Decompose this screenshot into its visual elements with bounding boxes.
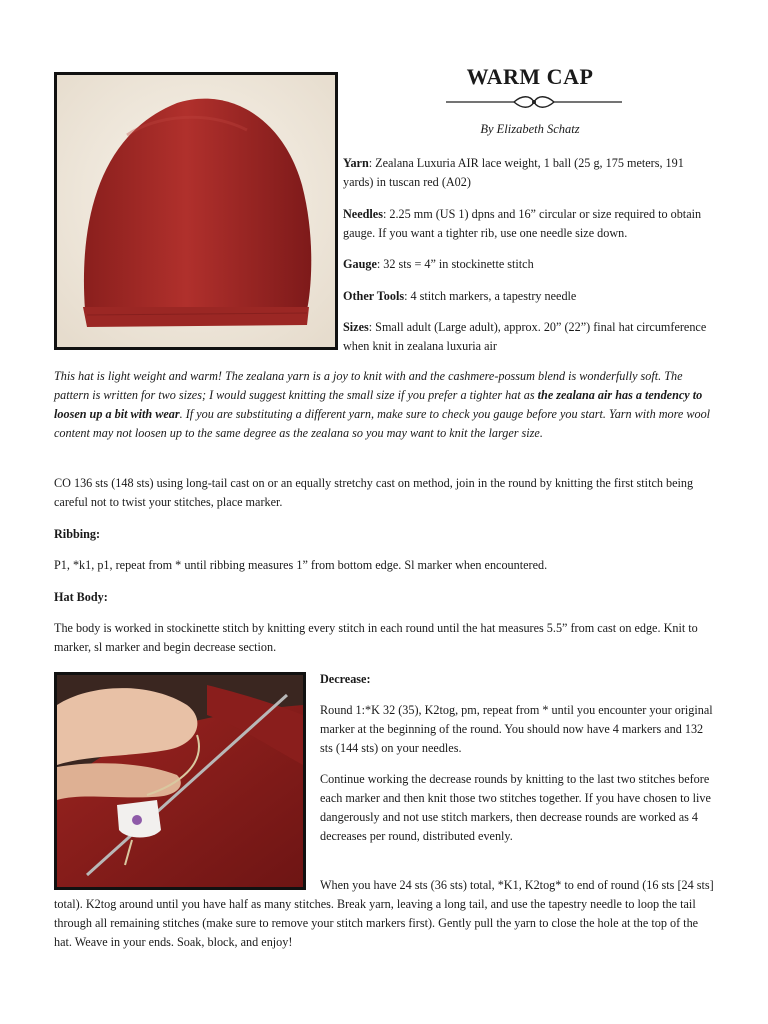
sizes-spec [343, 318, 715, 356]
decrease-final: When you have 24 sts (36 sts) total, *K1, K2tog* to end of round (16 sts [24 sts] total). K2tog around until you have half as many stitches. Break yarn, leaving a long tail, and use the tapestry needle to loop the tail through all remaining stitches (make sure to remove your stitch markers first). Gently pull the yarn to close the hole at the top of the hat. Weave in your ends. Soak, block, and enjoy! [54, 878, 714, 949]
needles-text: : 2.25 mm (US 1) dpns and 16” circular or size required to obtain gauge. If you want a tighter rib, use one needle size down. [343, 207, 702, 240]
byline: By Elizabeth Schatz [480, 122, 580, 136]
photo-float-spacer [54, 876, 320, 895]
ribbing-heading: Ribbing: [54, 527, 101, 541]
intro-part1: This hat is light weight and warm! The zealana yarn is a joy to knit with and the cashmere-possum blend is wonderfully soft. The pattern is written for two sizes; I would suggest knitting the small size if you prefer a tighter hat as [54, 369, 683, 402]
decrease-round1: Round 1:*K 32 (35), K2tog, pm, repeat from * until you encounter your original marker at the beginning of the round. You should now have 4 markers and 132 sts (144 sts) on your needles. [320, 703, 713, 755]
tools-label: Other Tools [343, 289, 405, 303]
decrease-heading: Decrease: [320, 672, 371, 686]
tools-spec [343, 287, 715, 306]
cast-on-paragraph: CO 136 sts (148 sts) using long-tail cast on or an equally stretchy cast on method, join in the round by knitting the first stitch being careful not to twist your stitches, place marker. [54, 476, 694, 509]
intro-paragraph [54, 367, 714, 443]
ornament-divider-icon [444, 94, 624, 110]
yarn-text: : Zealana Luxuria AIR lace weight, 1 ball (25 g, 175 meters, 191 yards) in tuscan red (A02) [343, 156, 684, 189]
intro-part2: . If you are substituting a different yarn, make sure to check you gauge before you start. Yarn with more wool content may not loosen up to the same degree as the zealana so you may want to knit the larger size. [54, 407, 711, 440]
intro-bold: the zealana air has a tendency to loosen up a bit with wear [54, 388, 703, 421]
decrease-final-container [54, 876, 714, 956]
hat-photo-image [57, 75, 335, 347]
needles-label: Needles [343, 207, 383, 221]
sizes-label: Sizes [343, 320, 369, 334]
gauge-label: Gauge [343, 257, 377, 271]
knitting-photo-image [57, 675, 303, 887]
sizes-text: : Small adult (Large adult), approx. 20” (22”) final hat circumference when knit in zealana luxuria air [343, 320, 707, 353]
decrease-continue: Continue working the decrease rounds by knitting to the last two stitches before each marker and then knit those two stitches together. If you have chosen to live dangerously and not use stitch markers, then decrease rounds are worked as 4 decreases per round, distributed evenly. [320, 772, 711, 843]
gauge-spec [343, 255, 715, 274]
yarn-spec [343, 154, 715, 192]
ribbing-text: P1, *k1, p1, repeat from * until ribbing measures 1” from bottom edge. Sl marker when encountered. [54, 558, 548, 572]
yarn-label: Yarn [343, 156, 369, 170]
gauge-text: : 32 sts = 4” in stockinette stitch [376, 257, 534, 271]
needles-spec [343, 205, 715, 243]
page-title: WARM CAP [466, 64, 594, 89]
knitting-photo [54, 672, 306, 890]
hat-body-text: The body is worked in stockinette stitch by knitting every stitch in each round until the hat measures 5.5” from cast on edge. Knit to marker, sl marker and begin decrease section. [54, 621, 698, 654]
hat-photo [54, 72, 338, 350]
tools-text: : 4 stitch markers, a tapestry needle [404, 289, 577, 303]
hat-body-heading: Hat Body: [54, 590, 108, 604]
